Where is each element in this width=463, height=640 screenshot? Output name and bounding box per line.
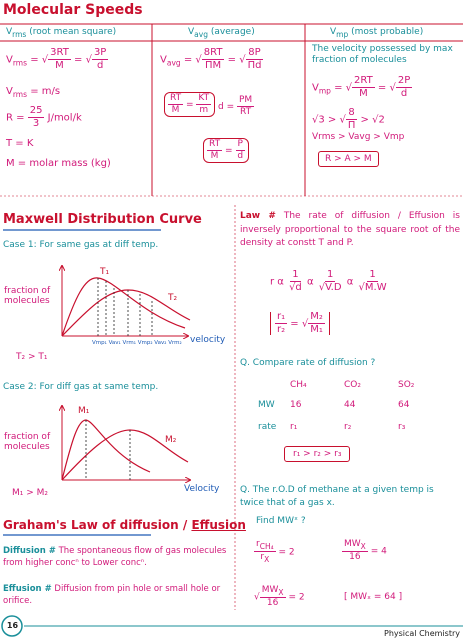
rt-m-pd-box: $\frac{RT}{M}$ = $\frac{P}{d}$ bbox=[203, 138, 249, 163]
r-value: R = $\frac{25}{3}$ J/mol/k bbox=[6, 105, 82, 129]
law-statement: Law # The rate of diffusion / Effusion is inversely proportional to the square root of the density at constt T and P. bbox=[240, 211, 460, 248]
diffusion-def: Diffusion # The spontaneous flow of gas molecules from higher concⁿ to Lower concⁿ. bbox=[3, 546, 227, 569]
answer: [ MWₓ = 64 ] bbox=[344, 592, 403, 602]
sqrt-compare: √3 > √ $\frac{8}{\Pi}$ > √2 bbox=[312, 107, 385, 131]
vavg-formula: $V_{avg}$ = √ $\frac{8RT}{\Pi M}$ = √ $\frac{8P}{\Pi d}$ bbox=[160, 47, 262, 71]
mw-co2: 44 bbox=[344, 400, 356, 410]
eq2: $\frac{MW_X}{16}$ = 4 bbox=[344, 539, 387, 563]
graham-underline bbox=[3, 534, 153, 537]
col-mp-header: $V_{mp}$ (most probable) bbox=[330, 27, 424, 39]
maxwell-underline bbox=[3, 229, 163, 232]
ylabel-case1: fraction of molecules bbox=[4, 286, 51, 307]
eq3: √ $\frac{MW_X}{16}$ = 2 bbox=[254, 585, 305, 609]
effusion-def: Effusion # Diffusion from pin hole or small hole or orifice. bbox=[3, 584, 221, 607]
label-t2: T₂ bbox=[168, 293, 178, 303]
order-line: Vrms > Vavg > Vmp bbox=[312, 132, 405, 142]
m-relation: M₁ > M₂ bbox=[12, 488, 49, 498]
proportionality: r α $\frac{1}{√d}$ α $\frac{1}{√V.D}$ α $\frac{1}{√M.W}$ bbox=[270, 269, 387, 293]
column-divider bbox=[234, 205, 236, 610]
page-number: 16 bbox=[6, 621, 19, 630]
rate-label: rate bbox=[258, 422, 277, 432]
mw-ch4: 16 bbox=[290, 400, 302, 410]
question1: Q. Compare rate of diffusion ? bbox=[240, 358, 376, 368]
case1-line: Case 1: For same gas at diff temp. bbox=[3, 240, 159, 250]
m-line: M = molar mass (kg) bbox=[6, 158, 111, 169]
mw-so2: 64 bbox=[398, 400, 410, 410]
t-line: T = K bbox=[6, 138, 34, 149]
vmp-formula: $V_{mp}$ = √ $\frac{2RT}{M}$ = √ $\frac{2P}{d}$ bbox=[312, 75, 411, 99]
vrms-units: $V_{rms} = m/s$ bbox=[6, 86, 61, 99]
ratio-formula: $\frac{\text{r₁}}{\text{r₂}}$ = √ $\frac{\text{M₂}}{\text{M₁}}$ bbox=[270, 312, 330, 335]
gas-co2: CO₂ bbox=[344, 380, 361, 390]
curve-m1 bbox=[62, 420, 150, 480]
xtick-labels: Vmp₁ Vav₁ Vrm₁ Vmp₂ Vav₂ Vrm₂ bbox=[92, 340, 182, 346]
xlabel-case1: velocity bbox=[190, 335, 226, 345]
eq1: $\frac{r_{CH_4}}{r_X}$ = 2 bbox=[256, 539, 295, 565]
question2: Q. The r.O.D of methane at a given temp is twice that of a gas x. bbox=[240, 485, 434, 509]
rt-m-box: $\frac{RT}{M}$ = $\frac{KT}{m}$ bbox=[164, 92, 215, 117]
col-avg-header: $V_{avg}$ (average) bbox=[188, 27, 255, 39]
rate-so2: r₃ bbox=[398, 422, 406, 432]
rate-ch4: r₁ bbox=[290, 422, 298, 432]
gas-so2: SO₂ bbox=[398, 380, 415, 390]
mp-description: The velocity possessed by max fraction of molecules bbox=[312, 44, 453, 66]
d-pm-rt: d = $\frac{PM}{RT}$ bbox=[218, 95, 253, 117]
rate-order-box: r₁ > r₂ > r₃ bbox=[284, 446, 350, 462]
subject-label: Physical Chemistry bbox=[384, 629, 461, 638]
case2-line: Case 2: For diff gas at same temp. bbox=[3, 382, 159, 392]
maxwell-title: Maxwell Distribution Curve bbox=[3, 212, 202, 227]
label-m2: M₂ bbox=[165, 435, 177, 445]
order-box: R > A > M bbox=[318, 151, 379, 167]
mw-label: MW bbox=[258, 400, 275, 410]
xlabel-case2: Velocity bbox=[184, 484, 220, 494]
vrms-formula: $V_{rms}$ = √ $\frac{3RT}{M}$ = √ $\frac{3P}{d}$ bbox=[6, 47, 107, 71]
rate-co2: r₂ bbox=[344, 422, 352, 432]
curve-t1 bbox=[62, 278, 185, 336]
graham-title: Graham's Law of diffusion / Effusion bbox=[3, 518, 246, 532]
ylabel-case2: fraction of molecules bbox=[4, 432, 51, 453]
t-relation: T₂ > T₁ bbox=[16, 352, 48, 362]
speeds-title: Molecular Speeds bbox=[3, 2, 143, 18]
label-t1: T₁ bbox=[100, 267, 110, 277]
gas-ch4: CH₄ bbox=[290, 380, 307, 390]
find-mw: Find MWˣ ? bbox=[256, 516, 306, 526]
col-rms-header: $V_{rms}$ (root mean square) bbox=[6, 27, 117, 39]
label-m1: M₁ bbox=[78, 406, 90, 416]
